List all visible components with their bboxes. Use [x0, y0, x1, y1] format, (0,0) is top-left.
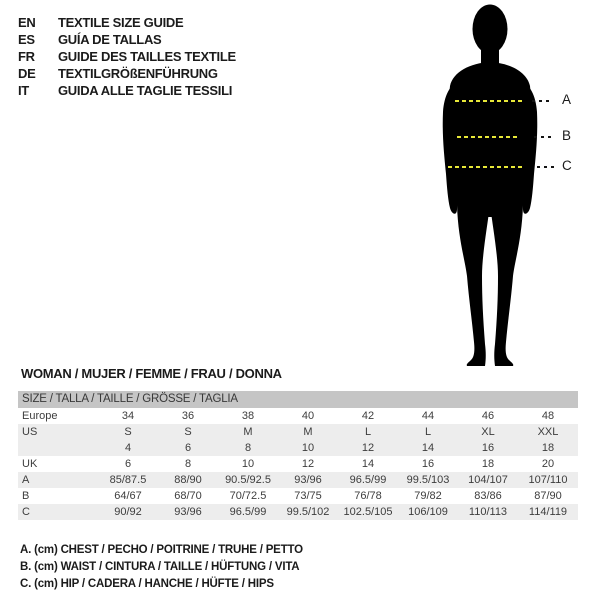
language-code: EN	[18, 15, 36, 30]
size-cell: 85/87.5	[109, 474, 147, 486]
row-label: Europe	[22, 410, 58, 422]
size-cell: 8	[184, 458, 192, 470]
measurement-legend	[20, 542, 303, 593]
table-row	[18, 408, 578, 424]
row-label: C	[22, 506, 30, 518]
legend-item-hip: C. (cm) HIP / CADERA / HANCHE / HÜFTE / HIPS	[20, 578, 274, 590]
table-row	[18, 440, 578, 456]
size-cell: 96.5/99	[229, 506, 267, 518]
size-cell: 44	[421, 410, 435, 422]
language-title: GUIDA ALLE TAGLIE TESSILI	[58, 83, 233, 98]
table-row	[18, 472, 578, 488]
language-title: GUÍA DE TALLAS	[58, 32, 162, 47]
legend-item-waist: B. (cm) WAIST / CINTURA / TAILLE / HÜFTUNG / VITA	[20, 561, 300, 573]
measurement-label-c: C	[562, 158, 572, 173]
row-label: B	[22, 490, 30, 502]
size-cell: 96.5/99	[349, 474, 387, 486]
size-cell: 64/67	[114, 490, 142, 502]
woman-silhouette-figure	[420, 2, 565, 368]
row-label: UK	[22, 458, 38, 470]
size-cell: 76/78	[354, 490, 382, 502]
size-cell: 88/90	[174, 474, 202, 486]
language-code: ES	[18, 32, 35, 47]
size-cell: 10	[301, 442, 315, 454]
size-cell: 87/90	[534, 490, 562, 502]
size-cell: 16	[481, 442, 495, 454]
size-cell: 18	[541, 442, 555, 454]
gender-section-title: WOMAN / MUJER / FEMME / FRAU / DONNA	[21, 366, 282, 381]
size-cell: 34	[121, 410, 135, 422]
size-cell: 12	[301, 458, 315, 470]
legend-item-chest: A. (cm) CHEST / PECHO / POITRINE / TRUHE / PETTO	[20, 544, 303, 556]
size-cell: 104/107	[468, 474, 508, 486]
language-title-block	[18, 14, 236, 99]
language-code: DE	[18, 66, 36, 81]
size-cell: 4	[124, 442, 132, 454]
silhouette-right-leg	[490, 205, 523, 366]
size-cell: 46	[481, 410, 495, 422]
language-title: GUIDE DES TAILLES TEXTILE	[58, 49, 236, 64]
language-row-it	[18, 82, 236, 99]
size-cell: 12	[361, 442, 375, 454]
table-row	[18, 424, 578, 440]
language-title: TEXTILE SIZE GUIDE	[58, 15, 184, 30]
language-row-es	[18, 31, 236, 48]
size-cell: XL	[481, 426, 495, 438]
size-cell: M	[243, 426, 253, 438]
hip-dashed-line	[448, 166, 523, 168]
size-cell: 90/92	[114, 506, 142, 518]
table-row	[18, 488, 578, 504]
size-cell: 83/86	[474, 490, 502, 502]
measurement-label-b: B	[562, 128, 572, 143]
size-cell: 102.5/105	[343, 506, 393, 518]
language-row-en	[18, 14, 236, 31]
size-cell: 99.5/102	[286, 506, 330, 518]
hip-leader-line	[537, 166, 554, 168]
language-code: IT	[18, 83, 29, 98]
size-cell: 114/119	[528, 506, 568, 518]
size-cell: 36	[181, 410, 195, 422]
size-table-body	[18, 408, 578, 520]
size-cell: 48	[541, 410, 555, 422]
chest-dashed-line	[455, 100, 523, 102]
waist-dashed-line	[457, 136, 518, 138]
size-cell: S	[184, 426, 192, 438]
size-cell: 6	[184, 442, 192, 454]
size-cell: 10	[241, 458, 255, 470]
language-row-fr	[18, 48, 236, 65]
size-cell: 110/113	[468, 506, 508, 518]
row-label: US	[22, 426, 38, 438]
row-label: A	[22, 474, 30, 486]
row-label	[18, 440, 98, 456]
size-cell: L	[364, 426, 372, 438]
size-cell: M	[303, 426, 313, 438]
size-table	[18, 391, 578, 520]
size-cell: 68/70	[174, 490, 202, 502]
size-cell: 42	[361, 410, 375, 422]
table-row	[18, 504, 578, 520]
size-cell: 6	[124, 458, 132, 470]
size-cell: 18	[481, 458, 495, 470]
size-cell: 90.5/92.5	[225, 474, 271, 486]
language-row-de	[18, 65, 236, 82]
size-cell: 70/72.5	[229, 490, 267, 502]
language-code: FR	[18, 49, 35, 64]
size-cell: 40	[301, 410, 315, 422]
size-cell: 38	[241, 410, 255, 422]
size-cell: 93/96	[294, 474, 322, 486]
size-cell: 14	[421, 442, 435, 454]
size-cell: L	[424, 426, 432, 438]
waist-leader-line	[534, 136, 554, 138]
measurement-label-a: A	[562, 92, 572, 107]
size-cell: 93/96	[174, 506, 202, 518]
size-cell: S	[124, 426, 132, 438]
size-cell: XXL	[537, 426, 559, 438]
size-cell: 8	[244, 442, 252, 454]
size-cell: 14	[361, 458, 375, 470]
table-row	[18, 456, 578, 472]
size-cell: 79/82	[414, 490, 442, 502]
size-table-header: SIZE / TALLA / TAILLE / GRÖSSE / TAGLIA	[18, 391, 578, 408]
size-cell: 73/75	[294, 490, 322, 502]
size-cell: 107/110	[528, 474, 568, 486]
size-cell: 16	[421, 458, 435, 470]
language-title: TEXTILGRÖßENFÜHRUNG	[58, 66, 218, 81]
chest-leader-line	[532, 100, 553, 102]
silhouette-left-leg	[457, 205, 490, 366]
size-cell: 106/109	[408, 506, 448, 518]
size-cell: 20	[541, 458, 555, 470]
size-cell: 99.5/103	[406, 474, 450, 486]
